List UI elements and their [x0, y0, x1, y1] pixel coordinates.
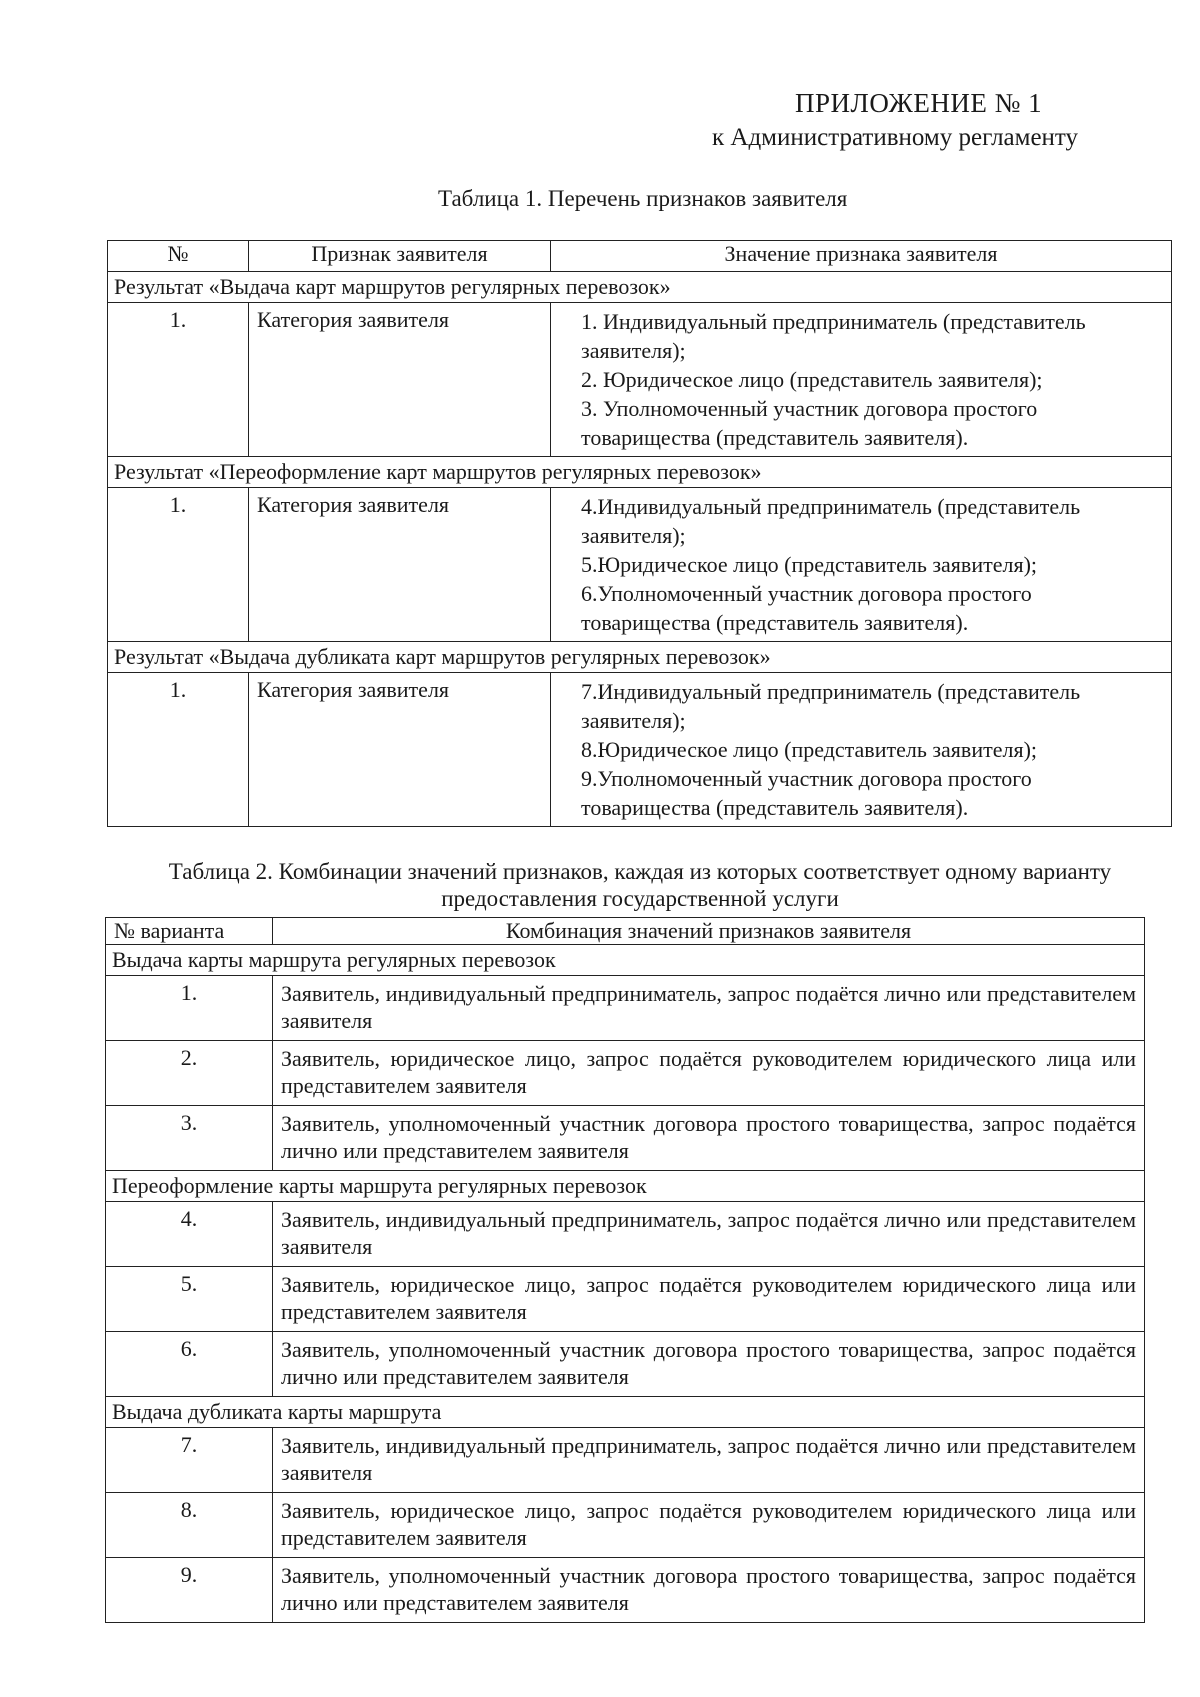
t1-row-attribute: Категория заявителя	[249, 303, 551, 457]
value-item: 9.Уполномоченный участник договора простого товарищества (представитель заявителя).	[581, 766, 1032, 820]
table2-caption: Таблица 2. Комбинации значений признаков, каждая из которых соответствует одному варианту предоставления государственной услуги	[168, 859, 1112, 911]
t1-row-attribute: Категория заявителя	[249, 673, 551, 827]
t1-row-attribute: Категория заявителя	[249, 488, 551, 642]
t1-row-num: 1.	[108, 673, 249, 827]
t2-row-num: 8.	[106, 1493, 273, 1558]
t1-result-row: Результат «Выдача карт маршрутов регулярных перевозок»	[108, 272, 1172, 303]
table-row	[106, 1202, 1145, 1267]
t2-row-text: Заявитель, уполномоченный участник договора простого товарищества, запрос подаётся лично или представителем заявителя	[273, 1332, 1145, 1397]
t1-row-values	[551, 488, 1172, 642]
t2-row-text: Заявитель, индивидуальный предприниматель, запрос подаётся лично или представителем заявителя	[273, 1202, 1145, 1267]
value-item: 1. Индивидуальный предприниматель (представитель заявителя);	[581, 309, 1086, 363]
t2-header-combination: Комбинация значений признаков заявителя	[273, 918, 1145, 945]
t2-row-num: 1.	[106, 976, 273, 1041]
value-item: 2. Юридическое лицо (представитель заявителя);	[581, 367, 1043, 392]
t2-row-num: 3.	[106, 1106, 273, 1171]
t2-row-num: 7.	[106, 1428, 273, 1493]
t2-header-num: № варианта	[106, 918, 273, 945]
value-item: 5.Юридическое лицо (представитель заявителя);	[581, 552, 1038, 577]
t2-row-text: Заявитель, индивидуальный предприниматель, запрос подаётся лично или представителем заявителя	[273, 976, 1145, 1041]
t1-row-num: 1.	[108, 303, 249, 457]
t1-result-row: Результат «Выдача дубликата карт маршрутов регулярных перевозок»	[108, 642, 1172, 673]
t1-header-attribute: Признак заявителя	[249, 241, 551, 272]
t2-row-text: Заявитель, юридическое лицо, запрос подаётся руководителем юридического лица или представителем заявителя	[273, 1041, 1145, 1106]
table-row	[108, 488, 1172, 642]
value-item: 8.Юридическое лицо (представитель заявителя);	[581, 737, 1038, 762]
t2-group-row: Выдача карты маршрута регулярных перевозок	[106, 945, 1145, 976]
t2-row-text: Заявитель, уполномоченный участник договора простого товарищества, запрос подаётся лично или представителем заявителя	[273, 1106, 1145, 1171]
appendix-subtitle: к Административному регламенту	[712, 124, 1079, 151]
table-row	[106, 1041, 1145, 1106]
value-item: 7.Индивидуальный предприниматель (представитель заявителя);	[581, 679, 1081, 733]
value-item: 6.Уполномоченный участник договора простого товарищества (представитель заявителя).	[581, 581, 1032, 635]
table1-caption: Таблица 1. Перечень признаков заявителя	[438, 186, 848, 211]
table-row	[108, 673, 1172, 827]
t2-group-row: Переоформление карты маршрута регулярных перевозок	[106, 1171, 1145, 1202]
value-item: 4.Индивидуальный предприниматель (представитель заявителя);	[581, 494, 1081, 548]
t1-row-values	[551, 673, 1172, 827]
applicant-attributes-table	[107, 240, 1172, 827]
t2-row-text: Заявитель, юридическое лицо, запрос подаётся руководителем юридического лица или представителем заявителя	[273, 1267, 1145, 1332]
t2-group-row: Выдача дубликата карты маршрута	[106, 1397, 1145, 1428]
t2-row-text: Заявитель, уполномоченный участник договора простого товарищества, запрос подаётся лично или представителем заявителя	[273, 1558, 1145, 1623]
table-row	[106, 1493, 1145, 1558]
table-row	[106, 976, 1145, 1041]
appendix-title: ПРИЛОЖЕНИЕ № 1	[795, 88, 1043, 118]
t2-row-text: Заявитель, индивидуальный предприниматель, запрос подаётся лично или представителем заявителя	[273, 1428, 1145, 1493]
t1-result-row: Результат «Переоформление карт маршрутов регулярных перевозок»	[108, 457, 1172, 488]
table-row	[106, 1332, 1145, 1397]
table-row	[108, 303, 1172, 457]
table-row	[106, 1428, 1145, 1493]
table-row	[106, 1267, 1145, 1332]
t2-row-num: 9.	[106, 1558, 273, 1623]
t1-row-num: 1.	[108, 488, 249, 642]
t2-row-text: Заявитель, юридическое лицо, запрос подаётся руководителем юридического лица или представителем заявителя	[273, 1493, 1145, 1558]
t2-row-num: 5.	[106, 1267, 273, 1332]
value-item: 3. Уполномоченный участник договора простого товарищества (представитель заявителя).	[581, 396, 1038, 450]
table-row	[106, 1558, 1145, 1623]
t2-row-num: 2.	[106, 1041, 273, 1106]
t2-row-num: 6.	[106, 1332, 273, 1397]
t2-row-num: 4.	[106, 1202, 273, 1267]
t1-header-value: Значение признака заявителя	[551, 241, 1172, 272]
t1-row-values	[551, 303, 1172, 457]
t1-header-num: №	[108, 241, 249, 272]
variant-combinations-table	[105, 917, 1145, 1623]
table-row	[106, 1106, 1145, 1171]
